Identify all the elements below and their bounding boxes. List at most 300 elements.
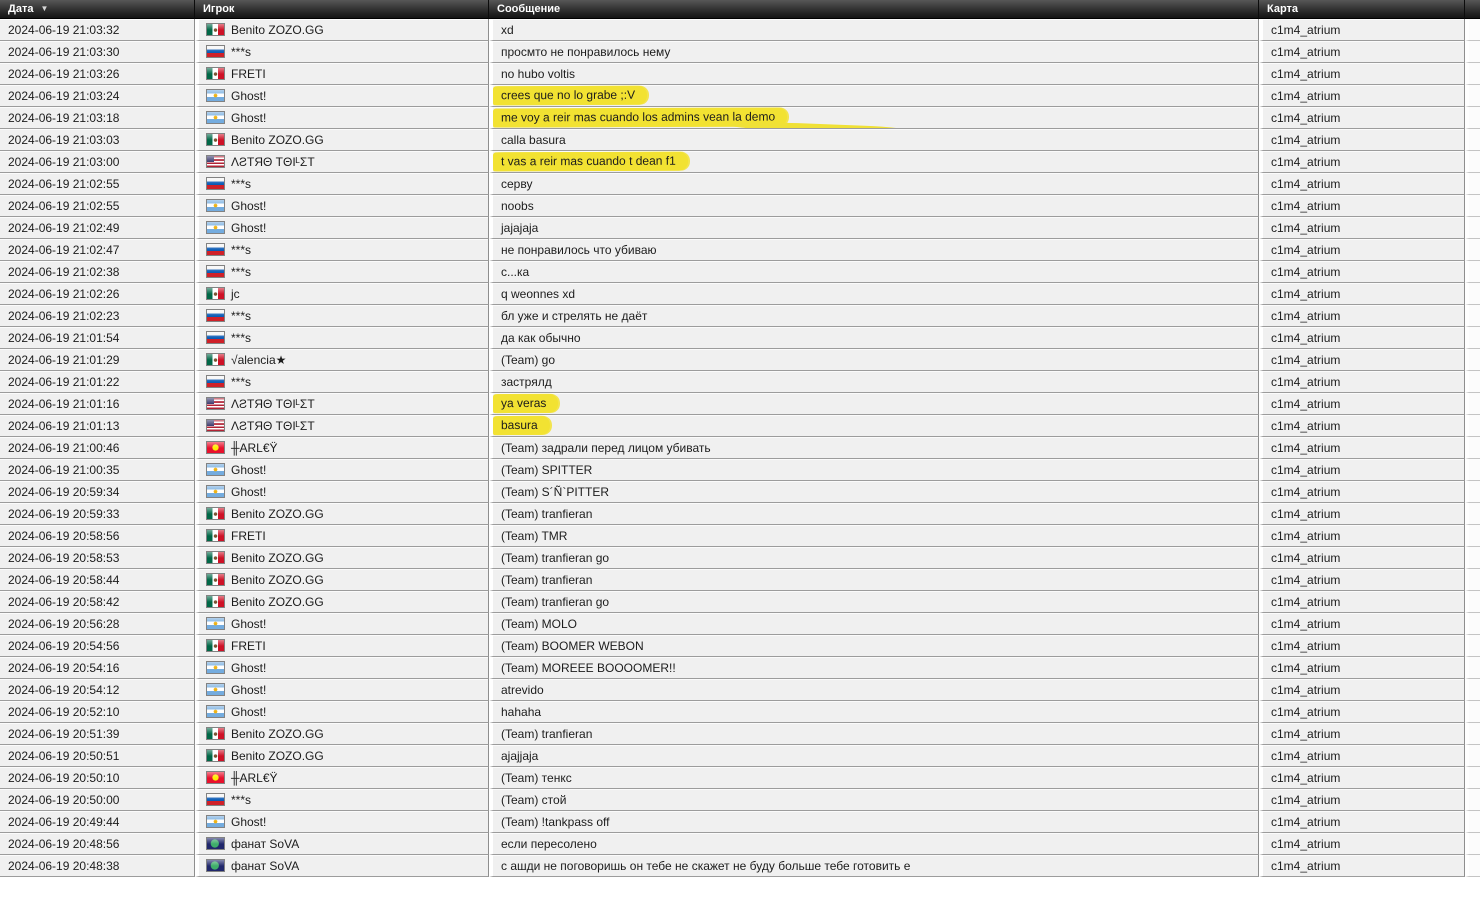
filler-cell xyxy=(1465,657,1480,679)
player-name: Ghost! xyxy=(231,704,267,719)
player-cell xyxy=(195,459,489,481)
russia-flag-icon xyxy=(207,376,224,387)
filler-cell xyxy=(1465,261,1480,283)
usa-flag-icon xyxy=(207,398,224,409)
date-cell: 2024-06-19 21:02:55 xyxy=(0,173,195,195)
filler-cell xyxy=(1465,745,1480,767)
message-cell xyxy=(489,63,1259,85)
map-cell: c1m4_atrium xyxy=(1259,415,1465,437)
map-cell: c1m4_atrium xyxy=(1259,789,1465,811)
russia-flag-icon xyxy=(207,46,224,57)
column-header-player[interactable] xyxy=(195,0,489,19)
chat-log-row xyxy=(0,833,1480,855)
message-text: (Team) tranfieran xyxy=(501,726,593,741)
date-cell: 2024-06-19 20:59:33 xyxy=(0,503,195,525)
message-cell xyxy=(489,635,1259,657)
player-name: Benito ZOZO.GG xyxy=(231,572,324,587)
player-cell xyxy=(195,855,489,877)
chat-log-row xyxy=(0,107,1480,129)
player-cell xyxy=(195,85,489,107)
player-cell xyxy=(195,723,489,745)
mexico-flag-icon xyxy=(207,530,224,541)
filler-cell xyxy=(1465,591,1480,613)
chat-log-row xyxy=(0,745,1480,767)
map-cell: c1m4_atrium xyxy=(1259,459,1465,481)
message-text: серву xyxy=(501,176,533,191)
chat-log-row xyxy=(0,855,1480,877)
message-text: basura xyxy=(493,416,550,435)
message-text: q weonnes xd xyxy=(501,286,576,301)
world-flag-icon xyxy=(207,838,224,849)
player-cell xyxy=(195,635,489,657)
player-cell xyxy=(195,679,489,701)
message-cell xyxy=(489,371,1259,393)
player-name: Ghost! xyxy=(231,462,267,477)
message-text: (Team) BOOMER WEBON xyxy=(501,638,644,653)
usa-flag-icon xyxy=(207,156,224,167)
map-cell: c1m4_atrium xyxy=(1259,349,1465,371)
player-name: ΛƧTЯΘ TΘIᴸΣT xyxy=(231,418,315,433)
message-cell xyxy=(489,525,1259,547)
player-name: √alencia★ xyxy=(231,352,287,367)
date-cell: 2024-06-19 21:00:35 xyxy=(0,459,195,481)
player-cell xyxy=(195,591,489,613)
mexico-flag-icon xyxy=(207,508,224,519)
player-cell xyxy=(195,371,489,393)
map-cell: c1m4_atrium xyxy=(1259,19,1465,41)
chat-log-row xyxy=(0,239,1480,261)
message-text: бл уже и стрелять не даёт xyxy=(501,308,648,323)
message-cell xyxy=(489,789,1259,811)
mexico-flag-icon xyxy=(207,68,224,79)
chat-log-row xyxy=(0,591,1480,613)
map-cell: c1m4_atrium xyxy=(1259,723,1465,745)
player-name: ***s xyxy=(231,792,252,807)
chat-log-row xyxy=(0,63,1480,85)
column-header-filler xyxy=(1465,0,1480,19)
message-text: me voy a reir mas cuando los admins vean la demo xyxy=(493,107,787,127)
player-name: Benito ZOZO.GG xyxy=(231,594,324,609)
chat-log-row xyxy=(0,305,1480,327)
argentina-flag-icon xyxy=(207,486,224,497)
mexico-flag-icon xyxy=(207,640,224,651)
chat-log-row xyxy=(0,525,1480,547)
filler-cell xyxy=(1465,239,1480,261)
player-name: jc xyxy=(231,286,240,301)
argentina-flag-icon xyxy=(207,200,224,211)
date-cell: 2024-06-19 21:02:47 xyxy=(0,239,195,261)
filler-cell xyxy=(1465,173,1480,195)
map-cell: c1m4_atrium xyxy=(1259,811,1465,833)
map-cell: c1m4_atrium xyxy=(1259,569,1465,591)
player-cell xyxy=(195,239,489,261)
map-cell: c1m4_atrium xyxy=(1259,63,1465,85)
date-cell: 2024-06-19 21:01:16 xyxy=(0,393,195,415)
filler-cell xyxy=(1465,305,1480,327)
argentina-flag-icon xyxy=(207,464,224,475)
chat-log-row xyxy=(0,503,1480,525)
message-text: (Team) tranfieran go xyxy=(501,594,610,609)
date-cell: 2024-06-19 20:50:10 xyxy=(0,767,195,789)
chat-log-row xyxy=(0,19,1480,41)
player-name: ***s xyxy=(231,44,252,59)
player-name: фанат SoVA xyxy=(231,836,300,851)
world-flag-icon xyxy=(207,860,224,871)
message-text: если пересолено xyxy=(501,836,597,851)
player-cell xyxy=(195,327,489,349)
filler-cell xyxy=(1465,41,1480,63)
filler-cell xyxy=(1465,19,1480,41)
message-cell xyxy=(489,261,1259,283)
map-cell: c1m4_atrium xyxy=(1259,393,1465,415)
map-cell: c1m4_atrium xyxy=(1259,525,1465,547)
filler-cell xyxy=(1465,855,1480,877)
chat-log-row xyxy=(0,481,1480,503)
argentina-flag-icon xyxy=(207,618,224,629)
message-cell xyxy=(489,393,1259,415)
russia-flag-icon xyxy=(207,266,224,277)
filler-cell xyxy=(1465,481,1480,503)
filler-cell xyxy=(1465,283,1480,305)
message-cell xyxy=(489,283,1259,305)
argentina-flag-icon xyxy=(207,222,224,233)
date-cell: 2024-06-19 21:01:22 xyxy=(0,371,195,393)
date-cell: 2024-06-19 20:50:00 xyxy=(0,789,195,811)
usa-flag-icon xyxy=(207,420,224,431)
player-name: Benito ZOZO.GG xyxy=(231,726,324,741)
map-cell: c1m4_atrium xyxy=(1259,503,1465,525)
map-cell: c1m4_atrium xyxy=(1259,833,1465,855)
message-cell xyxy=(489,305,1259,327)
filler-cell xyxy=(1465,349,1480,371)
message-text: да как обычно xyxy=(501,330,581,345)
message-text: (Team) задрали перед лицом убивать xyxy=(501,440,711,455)
message-text: xd xyxy=(501,22,514,37)
mexico-flag-icon xyxy=(207,134,224,145)
filler-cell xyxy=(1465,569,1480,591)
message-cell xyxy=(489,415,1259,437)
player-cell xyxy=(195,283,489,305)
message-text: с ашди не поговоришь он тебе не скажет не буду больше тебе готовить е xyxy=(501,858,911,873)
player-cell xyxy=(195,19,489,41)
mexico-flag-icon xyxy=(207,750,224,761)
date-cell: 2024-06-19 20:48:38 xyxy=(0,855,195,877)
date-cell: 2024-06-19 20:51:39 xyxy=(0,723,195,745)
message-cell xyxy=(489,217,1259,239)
player-name: Ghost! xyxy=(231,814,267,829)
message-text: (Team) tranfieran xyxy=(501,572,593,587)
player-cell xyxy=(195,503,489,525)
player-name: FRETI xyxy=(231,66,266,81)
filler-cell xyxy=(1465,613,1480,635)
date-cell: 2024-06-19 21:02:38 xyxy=(0,261,195,283)
message-cell xyxy=(489,701,1259,723)
message-text: jajajaja xyxy=(501,220,539,235)
player-name: ╫ARL€Ÿ xyxy=(231,440,278,455)
message-text: с...ка xyxy=(501,264,530,279)
chat-log-row xyxy=(0,371,1480,393)
chat-log-row xyxy=(0,41,1480,63)
date-cell: 2024-06-19 20:54:56 xyxy=(0,635,195,657)
player-name: ╫ARL€Ÿ xyxy=(231,770,278,785)
column-header-date[interactable] xyxy=(0,0,195,19)
player-cell xyxy=(195,305,489,327)
chat-log-row xyxy=(0,635,1480,657)
message-cell xyxy=(489,723,1259,745)
filler-cell xyxy=(1465,833,1480,855)
map-cell: c1m4_atrium xyxy=(1259,679,1465,701)
player-name: FRETI xyxy=(231,528,266,543)
date-cell: 2024-06-19 21:03:26 xyxy=(0,63,195,85)
message-cell xyxy=(489,349,1259,371)
message-text: не понравилось что убиваю xyxy=(501,242,657,257)
player-cell xyxy=(195,833,489,855)
map-cell: c1m4_atrium xyxy=(1259,767,1465,789)
player-name: Ghost! xyxy=(231,198,267,213)
chat-log-row xyxy=(0,547,1480,569)
chat-log-row xyxy=(0,679,1480,701)
message-cell xyxy=(489,239,1259,261)
chat-log-row xyxy=(0,261,1480,283)
message-text: no hubo voltis xyxy=(501,66,576,81)
date-cell: 2024-06-19 21:03:03 xyxy=(0,129,195,151)
message-text: (Team) MOREEE BOOOOMER!! xyxy=(501,660,676,675)
player-name: Benito ZOZO.GG xyxy=(231,22,324,37)
player-name: Benito ZOZO.GG xyxy=(231,550,324,565)
chat-log-row xyxy=(0,613,1480,635)
mexico-flag-icon xyxy=(207,24,224,35)
message-cell xyxy=(489,173,1259,195)
date-cell: 2024-06-19 20:58:56 xyxy=(0,525,195,547)
player-cell xyxy=(195,657,489,679)
filler-cell xyxy=(1465,63,1480,85)
date-cell: 2024-06-19 20:58:44 xyxy=(0,569,195,591)
kyrgyzstan-flag-icon xyxy=(207,772,224,783)
date-cell: 2024-06-19 21:03:30 xyxy=(0,41,195,63)
sort-descending-icon[interactable]: ▼ xyxy=(40,4,49,13)
message-cell xyxy=(489,767,1259,789)
map-cell: c1m4_atrium xyxy=(1259,745,1465,767)
chat-log-row xyxy=(0,283,1480,305)
map-cell: c1m4_atrium xyxy=(1259,855,1465,877)
player-name: Benito ZOZO.GG xyxy=(231,506,324,521)
date-cell: 2024-06-19 21:03:24 xyxy=(0,85,195,107)
message-text: hahaha xyxy=(501,704,542,719)
player-cell xyxy=(195,261,489,283)
map-cell: c1m4_atrium xyxy=(1259,635,1465,657)
player-cell xyxy=(195,701,489,723)
message-text: (Team) go xyxy=(501,352,556,367)
mexico-flag-icon xyxy=(207,596,224,607)
player-name: ΛƧTЯΘ TΘIᴸΣT xyxy=(231,154,315,169)
chat-log-row xyxy=(0,173,1480,195)
map-cell: c1m4_atrium xyxy=(1259,217,1465,239)
map-cell: c1m4_atrium xyxy=(1259,173,1465,195)
chat-log-row xyxy=(0,349,1480,371)
filler-cell xyxy=(1465,129,1480,151)
player-name: ***s xyxy=(231,242,252,257)
message-text: (Team) S´Ñ`PITTER xyxy=(501,484,609,499)
column-header-map[interactable] xyxy=(1259,0,1465,19)
russia-flag-icon xyxy=(207,178,224,189)
date-cell: 2024-06-19 21:03:32 xyxy=(0,19,195,41)
chat-log-header xyxy=(0,0,1480,19)
message-cell xyxy=(489,657,1259,679)
message-cell xyxy=(489,481,1259,503)
date-cell: 2024-06-19 21:02:49 xyxy=(0,217,195,239)
filler-cell xyxy=(1465,767,1480,789)
message-cell xyxy=(489,437,1259,459)
date-cell: 2024-06-19 21:01:13 xyxy=(0,415,195,437)
map-cell: c1m4_atrium xyxy=(1259,151,1465,173)
player-cell xyxy=(195,173,489,195)
message-text: (Team) стой xyxy=(501,792,567,807)
date-cell: 2024-06-19 20:52:10 xyxy=(0,701,195,723)
map-cell: c1m4_atrium xyxy=(1259,547,1465,569)
player-name: Ghost! xyxy=(231,484,267,499)
message-text: crees que no lo grabe ;:V xyxy=(493,86,647,106)
chat-log-row xyxy=(0,195,1480,217)
message-text: ya veras xyxy=(493,394,558,413)
player-name: FRETI xyxy=(231,638,266,653)
message-cell xyxy=(489,833,1259,855)
date-cell: 2024-06-19 21:02:23 xyxy=(0,305,195,327)
date-cell: 2024-06-19 20:54:12 xyxy=(0,679,195,701)
player-cell xyxy=(195,437,489,459)
player-cell xyxy=(195,613,489,635)
chat-log-row xyxy=(0,569,1480,591)
header-row xyxy=(0,0,1480,19)
filler-cell xyxy=(1465,811,1480,833)
mexico-flag-icon xyxy=(207,354,224,365)
russia-flag-icon xyxy=(207,310,224,321)
player-cell xyxy=(195,811,489,833)
message-text: (Team) !tankpass off xyxy=(501,814,610,829)
map-cell: c1m4_atrium xyxy=(1259,481,1465,503)
message-cell xyxy=(489,459,1259,481)
date-cell: 2024-06-19 20:48:56 xyxy=(0,833,195,855)
filler-cell xyxy=(1465,547,1480,569)
player-cell xyxy=(195,547,489,569)
argentina-flag-icon xyxy=(207,706,224,717)
player-name: Ghost! xyxy=(231,616,267,631)
message-text: застрялд xyxy=(501,374,552,389)
mexico-flag-icon xyxy=(207,552,224,563)
column-header-date-label: Дата xyxy=(8,3,34,15)
player-name: Benito ZOZO.GG xyxy=(231,132,324,147)
map-cell: c1m4_atrium xyxy=(1259,261,1465,283)
date-cell: 2024-06-19 20:50:51 xyxy=(0,745,195,767)
message-cell xyxy=(489,195,1259,217)
filler-cell xyxy=(1465,789,1480,811)
message-cell xyxy=(489,547,1259,569)
message-text: (Team) tranfieran xyxy=(501,506,593,521)
filler-cell xyxy=(1465,217,1480,239)
player-name: ***s xyxy=(231,308,252,323)
filler-cell xyxy=(1465,393,1480,415)
russia-flag-icon xyxy=(207,244,224,255)
message-text: t vas a reir mas cuando t dean f1 xyxy=(493,152,688,172)
map-cell: c1m4_atrium xyxy=(1259,591,1465,613)
date-cell: 2024-06-19 21:01:29 xyxy=(0,349,195,371)
player-cell xyxy=(195,129,489,151)
date-cell: 2024-06-19 20:58:42 xyxy=(0,591,195,613)
message-text: atrevido xyxy=(501,682,544,697)
chat-log-row xyxy=(0,415,1480,437)
chat-log-body xyxy=(0,19,1480,877)
message-text: (Team) SPITTER xyxy=(501,462,593,477)
filler-cell xyxy=(1465,371,1480,393)
message-text: просмто не понравилось нему xyxy=(501,44,671,59)
filler-cell xyxy=(1465,503,1480,525)
player-name: ***s xyxy=(231,264,252,279)
map-cell: c1m4_atrium xyxy=(1259,239,1465,261)
chat-log-row xyxy=(0,811,1480,833)
message-cell xyxy=(489,591,1259,613)
filler-cell xyxy=(1465,635,1480,657)
player-cell xyxy=(195,349,489,371)
russia-flag-icon xyxy=(207,794,224,805)
filler-cell xyxy=(1465,107,1480,129)
mexico-flag-icon xyxy=(207,574,224,585)
date-cell: 2024-06-19 20:56:28 xyxy=(0,613,195,635)
map-cell: c1m4_atrium xyxy=(1259,305,1465,327)
date-cell: 2024-06-19 21:02:26 xyxy=(0,283,195,305)
chat-log-row xyxy=(0,723,1480,745)
date-cell: 2024-06-19 20:58:53 xyxy=(0,547,195,569)
filler-cell xyxy=(1465,723,1480,745)
filler-cell xyxy=(1465,327,1480,349)
player-cell xyxy=(195,789,489,811)
player-name: ***s xyxy=(231,330,252,345)
column-header-message[interactable] xyxy=(489,0,1259,19)
message-cell xyxy=(489,85,1259,107)
map-cell: c1m4_atrium xyxy=(1259,371,1465,393)
mexico-flag-icon xyxy=(207,288,224,299)
message-cell xyxy=(489,129,1259,151)
map-cell: c1m4_atrium xyxy=(1259,41,1465,63)
filler-cell xyxy=(1465,85,1480,107)
message-text: ajajjaja xyxy=(501,748,539,763)
map-cell: c1m4_atrium xyxy=(1259,129,1465,151)
filler-cell xyxy=(1465,437,1480,459)
date-cell: 2024-06-19 20:54:16 xyxy=(0,657,195,679)
message-cell xyxy=(489,503,1259,525)
argentina-flag-icon xyxy=(207,816,224,827)
player-cell xyxy=(195,217,489,239)
russia-flag-icon xyxy=(207,332,224,343)
date-cell: 2024-06-19 21:00:46 xyxy=(0,437,195,459)
message-cell xyxy=(489,151,1259,173)
message-cell xyxy=(489,19,1259,41)
player-cell xyxy=(195,151,489,173)
filler-cell xyxy=(1465,415,1480,437)
player-name: ΛƧTЯΘ TΘIᴸΣT xyxy=(231,396,315,411)
date-cell: 2024-06-19 21:03:00 xyxy=(0,151,195,173)
column-header-player-label: Игрок xyxy=(203,3,235,15)
player-cell xyxy=(195,41,489,63)
chat-log-row xyxy=(0,701,1480,723)
date-cell: 2024-06-19 20:59:34 xyxy=(0,481,195,503)
map-cell: c1m4_atrium xyxy=(1259,613,1465,635)
column-header-map-label: Карта xyxy=(1267,3,1299,15)
player-cell xyxy=(195,481,489,503)
player-name: ***s xyxy=(231,374,252,389)
map-cell: c1m4_atrium xyxy=(1259,283,1465,305)
message-cell xyxy=(489,107,1259,129)
map-cell: c1m4_atrium xyxy=(1259,85,1465,107)
message-text: (Team) MOLO xyxy=(501,616,578,631)
